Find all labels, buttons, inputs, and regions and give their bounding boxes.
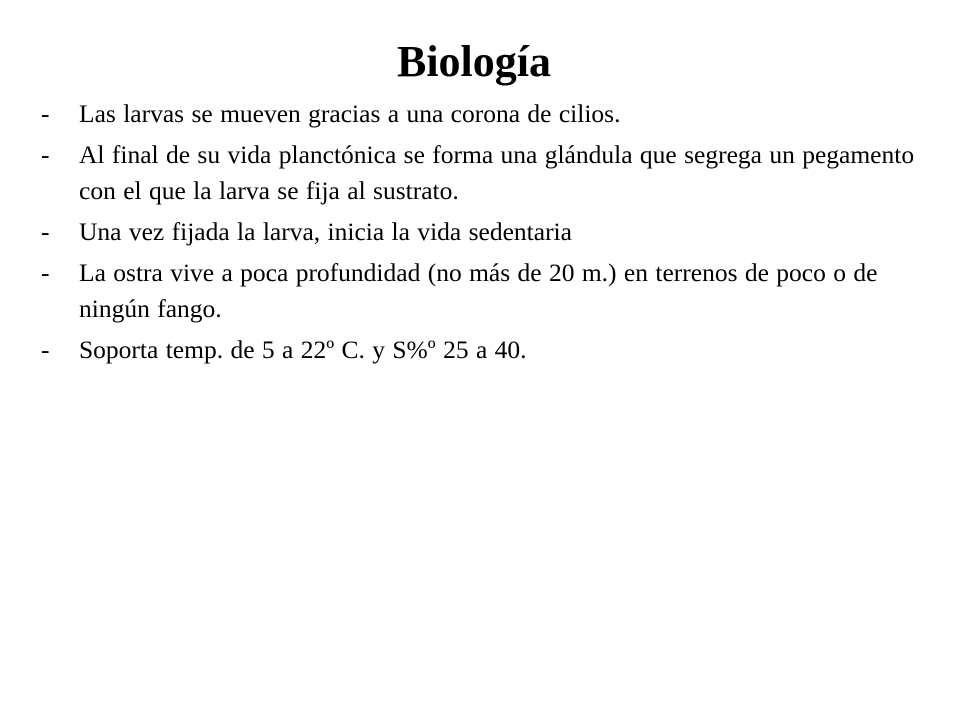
bullet-marker: - <box>41 217 50 246</box>
bullet-item <box>41 137 921 209</box>
bullet-text: Al final de su vida planctónica se forma una glándula que segrega un pegamento con el que la larva se fija al sustrato. <box>79 140 915 205</box>
bullet-text: Una vez fijada la larva, inicia la vida sedentaria <box>79 217 572 246</box>
bullet-item <box>41 255 921 327</box>
bullet-text: La ostra vive a poca profundidad (no más de 20 m.) en terrenos de poco o de ningún fango. <box>79 258 878 323</box>
bullet-marker: - <box>41 99 50 128</box>
bullet-text: Las larvas se mueven gracias a una corona de cilios. <box>79 99 621 128</box>
bullet-list <box>41 96 921 373</box>
bullet-marker: - <box>41 140 50 169</box>
bullet-marker: - <box>41 258 50 287</box>
bullet-item <box>41 332 921 368</box>
bullet-item <box>41 214 921 250</box>
bullet-text: Soporta temp. de 5 a 22º C. y S%º 25 a 40. <box>79 335 527 364</box>
bullet-marker: - <box>41 335 50 364</box>
slide-title: Biología <box>396 37 552 86</box>
bullet-item <box>41 96 921 132</box>
